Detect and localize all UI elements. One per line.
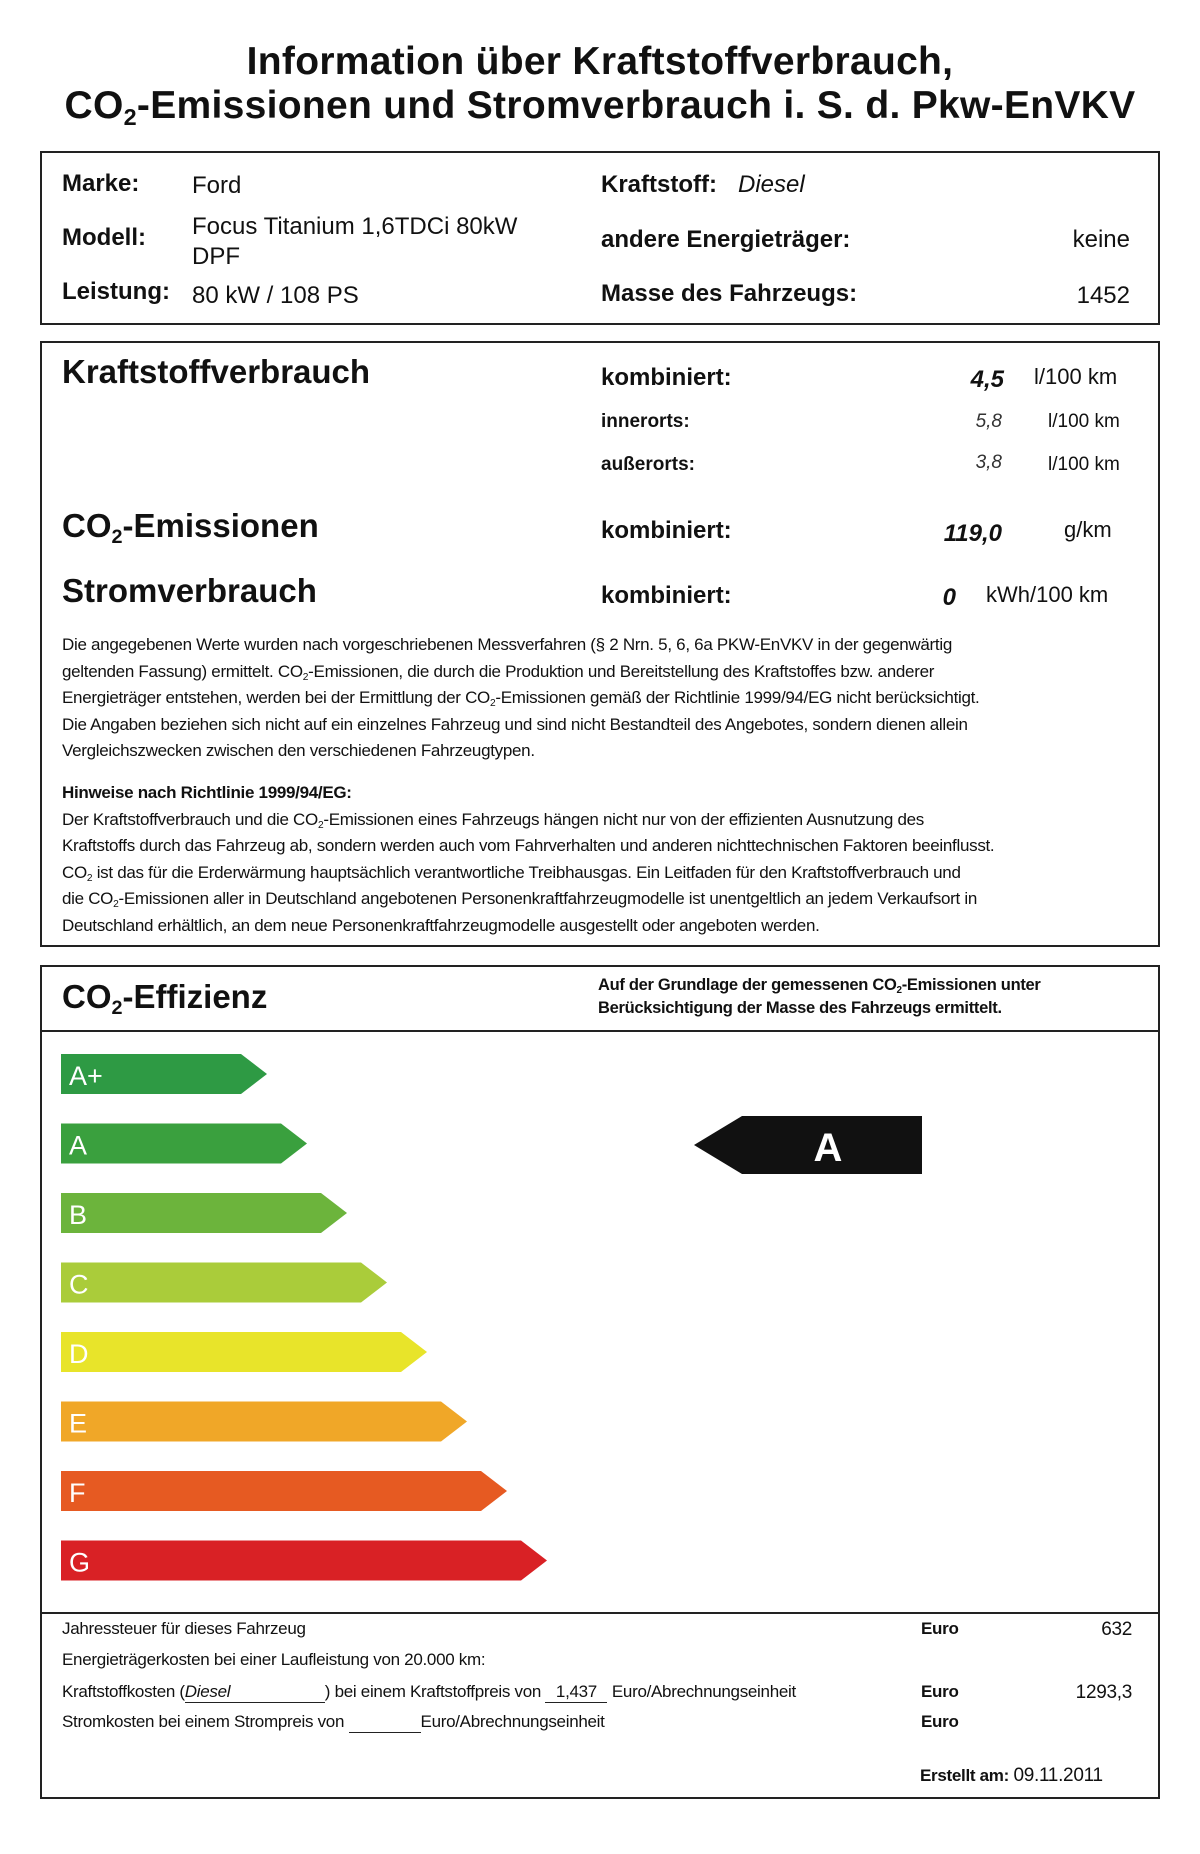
innerorts-unit: l/100 km bbox=[1048, 411, 1120, 432]
costs-divider bbox=[42, 1612, 1158, 1614]
kraftstoff-label: Kraftstoff: bbox=[601, 171, 717, 198]
leistung-value: 80 kW / 108 PS bbox=[192, 282, 359, 309]
rating-arrow bbox=[694, 1116, 922, 1174]
efficiency-class-bar-a bbox=[61, 1124, 307, 1164]
jahressteuer-label: Jahressteuer für dieses Fahrzeug bbox=[62, 1619, 306, 1638]
stromverbrauch-heading: Stromverbrauch bbox=[62, 572, 317, 609]
stromkosten-line: Stromkosten bei einem Strompreis von Euro/Abrechnungseinheit bbox=[62, 1712, 605, 1731]
disclaimer-text: Die angegebenen Werte wurden nach vorgeschriebenen Messverfahren (§ 2 Nrn. 5, 6, 6a PKW-EnVKV in der gegenwärtig geltenden Fassung) ermittelt. $CO_2$-Emissionen, die durch die Produktion und Bereitstellung des Kraftstoffes bzw. anderer Energieträger entstehen, werden bei der Ermittlung der $CO_2$-Emissionen gemäß der Richtlinie 1999/94/EG nicht berücksichtigt. Die Angaben beziehen sich nicht auf ein einzelnes Fahrzeug und sind nicht Bestandteil des Angebotes, sondern dienen allein Vergleichszwecken zwischen den verschiedenen Fahrzeugtypen. bbox=[62, 635, 980, 760]
kombiniert-label: kombiniert: bbox=[601, 364, 732, 391]
kraftstoff-type: Diesel bbox=[185, 1682, 325, 1703]
co2-unit: g/km bbox=[1064, 517, 1112, 542]
efficiency-class-label-b: B bbox=[69, 1200, 88, 1230]
ausserorts-label: außerorts: bbox=[601, 454, 695, 475]
innerorts-value: 5,8 bbox=[975, 411, 1002, 432]
efficiency-class-bar-g bbox=[61, 1541, 547, 1581]
efficiency-class-label-e: E bbox=[69, 1408, 88, 1439]
strom-euro-label: Euro bbox=[921, 1712, 959, 1731]
erstellt-line: Erstellt am: 09.11.2011 bbox=[920, 1765, 1103, 1786]
masse-label: Masse des Fahrzeugs: bbox=[601, 280, 858, 307]
rating-arrow-shape bbox=[694, 1116, 922, 1174]
co2-emissionen-heading: $CO_2$-Emissionen bbox=[62, 507, 319, 548]
innerorts-label: innerorts: bbox=[601, 411, 690, 432]
efficiency-class-bar-e bbox=[61, 1402, 467, 1442]
efficiency-class-label-a: A bbox=[69, 1130, 88, 1161]
jahressteuer-value: 632 bbox=[1101, 1619, 1132, 1640]
efficiency-class-label-g: G bbox=[69, 1547, 91, 1578]
co2-kombiniert-label: kombiniert: bbox=[601, 517, 732, 544]
efficiency-class-bar-f bbox=[61, 1471, 507, 1511]
strom-value: 0 bbox=[942, 584, 956, 611]
efficiency-class-bar-d bbox=[61, 1332, 427, 1372]
kraftstoff-value: Diesel bbox=[738, 171, 805, 198]
masse-value: 1452 bbox=[1076, 282, 1130, 309]
efficiency-class-label-aplus: A+ bbox=[69, 1061, 103, 1091]
kraftstoffverbrauch-heading: Kraftstoffverbrauch bbox=[62, 353, 371, 390]
co2-effizienz-heading: $CO_2$-Effizienz bbox=[62, 978, 268, 1019]
strom-kombiniert-label: kombiniert: bbox=[601, 582, 732, 609]
efficiency-class-label-c: C bbox=[69, 1269, 89, 1300]
ausserorts-unit: l/100 km bbox=[1048, 454, 1120, 475]
kraftstoffpreis: 1,437 bbox=[545, 1682, 607, 1703]
marke-value: Ford bbox=[192, 172, 242, 199]
modell-label: Modell: bbox=[62, 224, 146, 251]
rating-arrow-label: A bbox=[813, 1126, 843, 1170]
efficiency-class-label-f: F bbox=[69, 1478, 86, 1508]
efficiency-class-bar-c bbox=[61, 1263, 387, 1303]
kraft-euro-label: Euro bbox=[921, 1682, 959, 1701]
energietraeger-label: andere Energieträger: bbox=[601, 226, 851, 253]
marke-label: Marke: bbox=[62, 170, 140, 197]
energietraeger-value: keine bbox=[1072, 226, 1130, 253]
ausserorts-value: 3,8 bbox=[975, 452, 1002, 473]
page-title-line1: Information über Kraftstoffverbrauch, bbox=[246, 40, 954, 83]
kraftstoffkosten-value: 1293,3 bbox=[1075, 1682, 1132, 1703]
efficiency-note: Auf der Grundlage der gemessenen $CO_2$-Emissionen unter Berücksichtigung der Masse des Fahrzeugs ermittelt. bbox=[598, 976, 1041, 1017]
hinweise-text: Hinweise nach Richtlinie 1999/94/EG: Der Kraftstoffverbrauch und die $CO_2$-Emissionen eines Fahrzeugs hängen nicht nur von der effizienten Ausnutzung des Kraftstoffs durch das Fahrzeug ab, sondern werden auch vom Fahrverhalten und anderen nichttechnischen Faktoren beeinflusst. $CO_2$ ist das für die Erderwärmung hauptsächlich verantwortliche Treibhausgas. Ein Leitfaden für den Kraftstoffverbrauch und die $CO_2$-Emissionen aller in Deutschland angebotenen Personenkraftfahrzeugmodelle ist unentgeltlich an jedem Verkaufsort in Deutschland erhältlich, an dem neue Personenkraftfahrzeugmodelle ausgestellt oder angeboten werden. bbox=[62, 783, 995, 935]
efficiency-class-bar-b bbox=[61, 1193, 347, 1233]
modell-value-line2: DPF bbox=[192, 243, 240, 270]
erstellt-date: 09.11.2011 bbox=[1013, 1765, 1103, 1786]
co2-value: 119,0 bbox=[943, 520, 1002, 547]
kombiniert-value: 4,5 bbox=[970, 366, 1004, 393]
steuer-euro-label: Euro bbox=[921, 1619, 959, 1638]
modell-value-line1: Focus Titanium 1,6TDCi 80kW bbox=[192, 213, 518, 240]
leistung-label: Leistung: bbox=[62, 278, 170, 305]
efficiency-class-label-d: D bbox=[69, 1339, 89, 1369]
strom-unit: kWh/100 km bbox=[986, 582, 1109, 607]
energietraegerkosten-label: Energieträgerkosten bei einer Laufleistung von 20.000 km: bbox=[62, 1650, 486, 1669]
page-title-line2: $CO_2$-Emissionen und Stromverbrauch i. S. d. Pkw-EnVKV bbox=[64, 84, 1136, 131]
kraftstoffkosten-line: Kraftstoffkosten (Diesel ) bei einem Kraftstoffpreis von 1,437 Euro/Abrechnungseinheit bbox=[62, 1682, 796, 1701]
kombiniert-unit: l/100 km bbox=[1034, 364, 1118, 389]
